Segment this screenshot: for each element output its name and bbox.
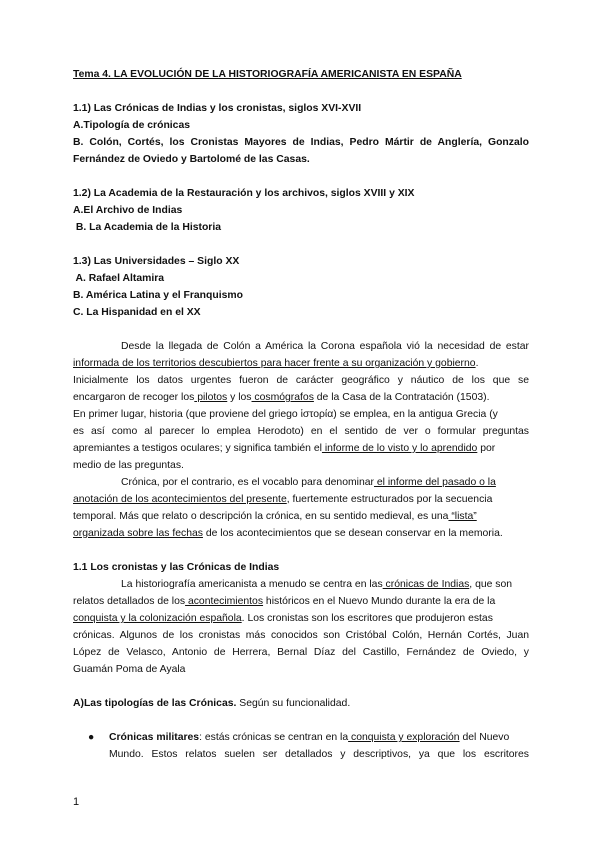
underlined-text: cosmógrafos — [251, 392, 314, 403]
section-1-1-line — [73, 576, 529, 593]
text: . Los cronistas son los escritores que produjeron estas — [241, 613, 493, 624]
text: , que son — [469, 579, 513, 590]
spacer — [73, 321, 529, 338]
outline-item-1a: A.Tipología de crónicas — [73, 120, 191, 131]
section-heading: 1.1 Los cronistas y las Crónicas de Indias — [73, 562, 280, 573]
section-1-1-line: crónicas. Algunos de los cronistas más conocidos son Cristóbal Colón, Hernán Cortés, Juan — [73, 630, 529, 641]
paragraph-1-line: medio de las preguntas. — [73, 460, 184, 471]
text: Crónica, por el contrario, es el vocablo para denominar — [121, 477, 374, 488]
underlined-text: informada de los territorios descubiertos para hacer frente a su organización y gobierno — [73, 358, 476, 369]
paragraph-2-line — [73, 474, 529, 491]
outline-item-3c: C. La Hispanidad en el XX — [73, 307, 201, 318]
text: Según su funcionalidad. — [236, 698, 351, 709]
text: de los acontecimientos que se desean conservar en la memoria. — [202, 528, 503, 539]
page-number: 1 — [73, 796, 80, 808]
underlined-text: el informe del pasado o la — [373, 477, 496, 488]
underlined-text: pilotos — [194, 392, 228, 403]
underlined-text: organizada sobre las fechas — [73, 528, 203, 539]
spacer — [73, 712, 529, 729]
underlined-text: informe de lo visto y lo aprendido — [321, 443, 478, 454]
text: apremiantes a testigos oculares; y significa también el — [73, 443, 322, 454]
spacer — [73, 542, 529, 559]
text: : estás crónicas se centran en la — [199, 732, 349, 743]
text: por — [477, 443, 496, 454]
outline-heading-1: 1.1) Las Crónicas de Indias y los cronistas, siglos XVI-XVII — [73, 103, 362, 114]
paragraph-2-line — [73, 525, 529, 542]
spacer — [73, 236, 529, 253]
underlined-text: acontecimientos — [185, 596, 264, 607]
bold-text: Crónicas militares — [109, 732, 200, 743]
document-page — [73, 66, 529, 763]
text: La historiografía americanista a menudo se centra en las — [121, 579, 383, 590]
section-1-1-line — [73, 610, 529, 627]
section-1-1-line: López de Velasco, Antonio de Herrera, Bernal Díaz del Castillo, Fernández de Oviedo, y — [73, 647, 529, 658]
paragraph-1-line: En primer lugar, historia (que proviene del griego ἱστορία) se emplea, en la antigua Grecia (y — [73, 409, 498, 420]
text: , fuertemente estructurados por la secuencia — [286, 494, 493, 505]
text: de la Casa de la Contratación (1503). — [313, 392, 490, 403]
text: encargaron de recoger los — [73, 392, 195, 403]
text: del Nuevo — [459, 732, 510, 743]
paragraph-2-line — [73, 508, 529, 525]
paragraph-1-line: Desde la llegada de Colón a América la Corona española vió la necesidad de estar — [121, 341, 529, 352]
outline-item-2a: A.El Archivo de Indias — [73, 205, 183, 216]
outline-item-1b: B. Colón, Cortés, los Cronistas Mayores de Indias, Pedro Mártir de Anglería, Gonzalo — [73, 137, 529, 148]
underlined-text: conquista y exploración — [348, 732, 460, 743]
page-title: Tema 4. LA EVOLUCIÓN DE LA HISTORIOGRAFÍA AMERICANISTA EN ESPAÑA — [73, 69, 462, 80]
outline-heading-2: 1.2) La Academia de la Restauración y los archivos, siglos XVIII y XIX — [73, 188, 415, 199]
underlined-text: crónicas de Indias — [382, 579, 470, 590]
underlined-text: conquista y la colonización española — [73, 613, 242, 624]
paragraph-1-line — [73, 389, 529, 406]
outline-item-3b: B. América Latina y el Franquismo — [73, 290, 243, 301]
spacer — [73, 168, 529, 185]
section-1-1-line: Guamán Poma de Ayala — [73, 664, 186, 675]
outline-item-1b-cont: Fernández de Oviedo y Bartolomé de las Casas. — [73, 154, 310, 165]
text: relatos detallados de los — [73, 596, 186, 607]
paragraph-1-line: Inicialmente los datos urgentes fueron de carácter geográfico y náutico de los que se — [73, 375, 529, 386]
bullet-icon: ● — [88, 732, 95, 743]
section-1-1-line — [73, 593, 529, 610]
paragraph-1-line — [73, 355, 529, 372]
paragraph-1-line: es así como al parecer lo emplea Herodoto) en el sentido de ver o formular preguntas — [73, 426, 529, 437]
bold-text: A)Las tipologías de las Crónicas. — [73, 698, 237, 709]
spacer — [73, 678, 529, 695]
underlined-text: anotación de los acontecimientos del presente — [73, 494, 287, 505]
bullet-item — [73, 729, 529, 746]
tipologias-heading — [73, 695, 529, 712]
text: históricos en el Nuevo Mundo durante la era de la — [263, 596, 496, 607]
underlined-text: “lista” — [448, 511, 477, 522]
paragraph-1-line — [73, 440, 529, 457]
outline-item-2b: B. La Academia de la Historia — [73, 222, 222, 233]
bullet-item-cont: Mundo. Estos relatos suelen ser detallados y descriptivos, ya que los escritores — [109, 749, 529, 760]
outline-item-3a: A. Rafael Altamira — [73, 273, 165, 284]
spacer — [73, 83, 529, 100]
outline-heading-3: 1.3) Las Universidades – Siglo XX — [73, 256, 240, 267]
paragraph-2-line — [73, 491, 529, 508]
text: y los — [227, 392, 252, 403]
text: . — [475, 358, 479, 369]
text: temporal. Más que relato o descripción la crónica, en su sentido medieval, es una — [73, 511, 449, 522]
